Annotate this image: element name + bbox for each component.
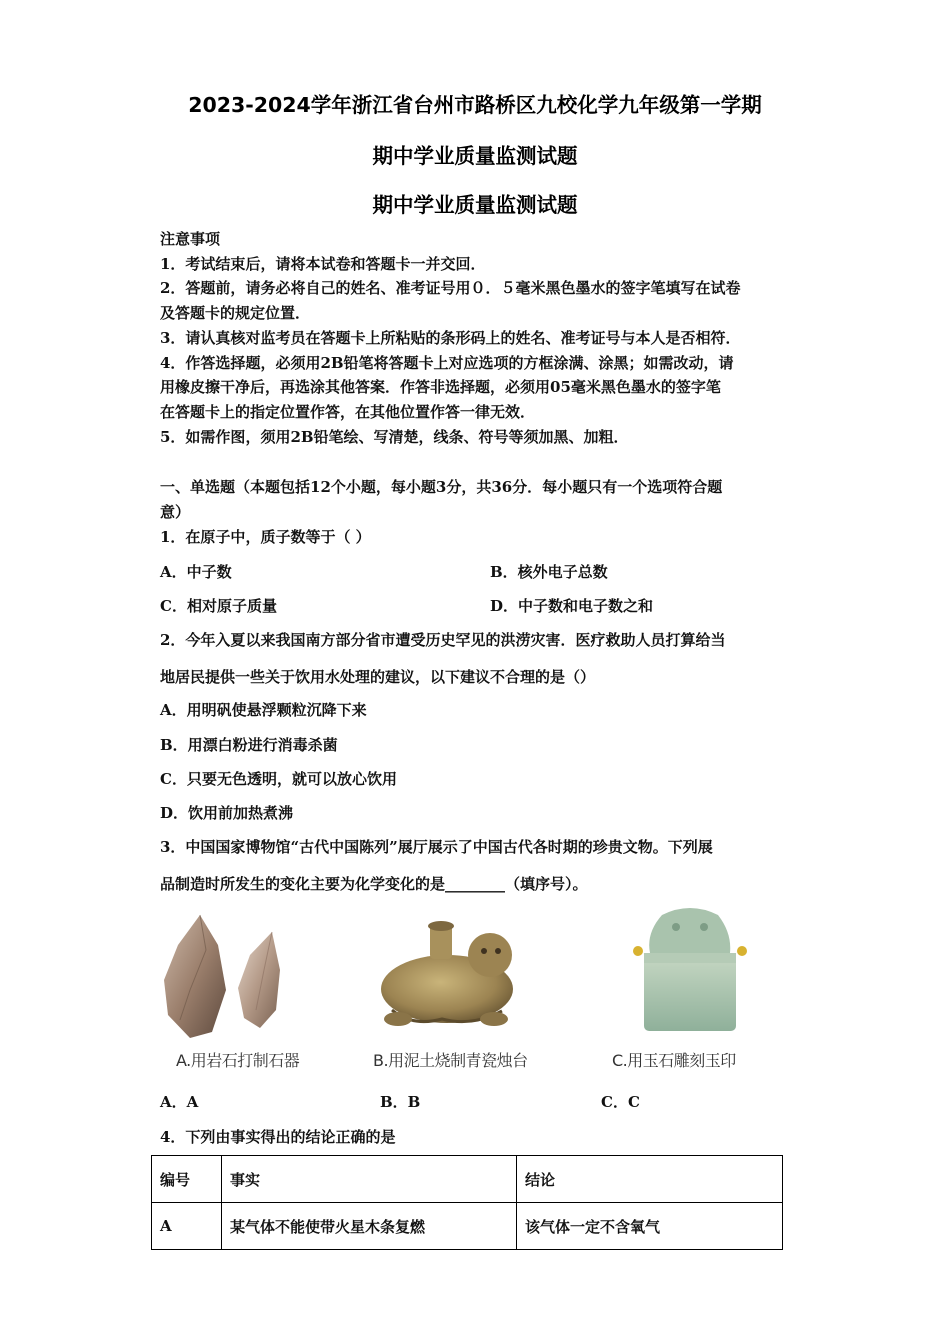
q1-stem: 1．在原子中，质子数等于（ ） (160, 528, 371, 546)
caption-c: C.用玉石雕刻玉印 (612, 1051, 736, 1070)
table-cell: 某气体不能使带火星木条复燃 (222, 1203, 517, 1250)
table-row (152, 1203, 783, 1250)
q1-option-b: B．核外电子总数 (490, 563, 608, 581)
celadon-candlestick-image (372, 915, 522, 1035)
notice-line: 2．答题前，请务必将自己的姓名、准考证号用０．５毫米黑色墨水的签字笔填写在试卷 (160, 279, 741, 297)
q1-option-c: C．相对原子质量 (160, 597, 277, 615)
q1-option-a: A．中子数 (160, 563, 232, 581)
q2-option-d: D．饮用前加热煮沸 (160, 804, 294, 822)
q3-option-b: B．B (380, 1093, 421, 1111)
notice-line: 4．作答选择题，必须用2B铅笔将答题卡上对应选项的方框涂满、涂黑；如需改动，请 (160, 354, 734, 372)
table-cell: 该气体一定不含氧气 (517, 1203, 783, 1250)
table-header-cell: 结论 (517, 1156, 783, 1203)
q3-stem-line-2: 品制造时所发生的变化主要为化学变化的是________（填序号）。 (160, 875, 588, 893)
caption-a: A.用岩石打制石器 (176, 1051, 300, 1070)
q4-stem: 4．下列由事实得出的结论正确的是 (160, 1128, 396, 1146)
q2-option-b: B．用漂白粉进行消毒杀菌 (160, 736, 338, 754)
notice-heading: 注意事项 (160, 230, 221, 248)
q1-option-d: D．中子数和电子数之和 (490, 597, 654, 615)
stone-tools-image (160, 910, 290, 1040)
doc-title-line-2: 期中学业质量监测试题 (372, 144, 578, 168)
q2-option-c: C．只要无色透明，就可以放心饮用 (160, 770, 397, 788)
section-heading: 一、单选题（本题包括12个小题，每小题3分，共36分．每小题只有一个选项符合题 (160, 478, 723, 496)
q3-option-a: A．A (160, 1093, 199, 1111)
jade-seal-image (632, 905, 747, 1035)
q2-option-a: A．用明矾使悬浮颗粒沉降下来 (160, 701, 367, 719)
q3-option-c: C．C (601, 1093, 640, 1111)
q2-stem-line-1: 2．今年入夏以来我国南方部分省市遭受历史罕见的洪涝灾害．医疗救助人员打算给当 (160, 631, 726, 649)
table-header-row (152, 1156, 783, 1203)
notice-line: 5．如需作图，须用2B铅笔绘、写清楚，线条、符号等须加黑、加粗． (160, 428, 629, 446)
table-cell: A (152, 1203, 222, 1250)
q2-stem-line-2: 地居民提供一些关于饮用水处理的建议，以下建议不合理的是（） (160, 668, 596, 686)
notice-line: 用橡皮擦干净后，再选涂其他答案．作答非选择题，必须用05毫米黑色墨水的签字笔 (160, 378, 721, 396)
notice-line: 及答题卡的规定位置． (160, 304, 311, 322)
q3-stem-line-1: 3．中国国家博物馆“古代中国陈列”展厅展示了中国古代各时期的珍贵文物。下列展 (160, 838, 713, 856)
notice-line: 在答题卡上的指定位置作答，在其他位置作答一律无效． (160, 403, 536, 421)
doc-title-line-3: 期中学业质量监测试题 (372, 193, 578, 217)
notice-line: 3．请认真核对监考员在答题卡上所粘贴的条形码上的姓名、准考证号与本人是否相符． (160, 329, 741, 347)
caption-b: B.用泥土烧制青瓷烛台 (373, 1051, 528, 1070)
q4-facts-table (151, 1155, 783, 1250)
table-header-cell: 事实 (222, 1156, 517, 1203)
table-header-cell: 编号 (152, 1156, 222, 1203)
doc-title-line-1: 2023-2024学年浙江省台州市路桥区九校化学九年级第一学期 (188, 93, 762, 117)
section-heading-cont: 意） (160, 503, 191, 521)
notice-line: 1．考试结束后，请将本试卷和答题卡一并交回． (160, 255, 486, 273)
